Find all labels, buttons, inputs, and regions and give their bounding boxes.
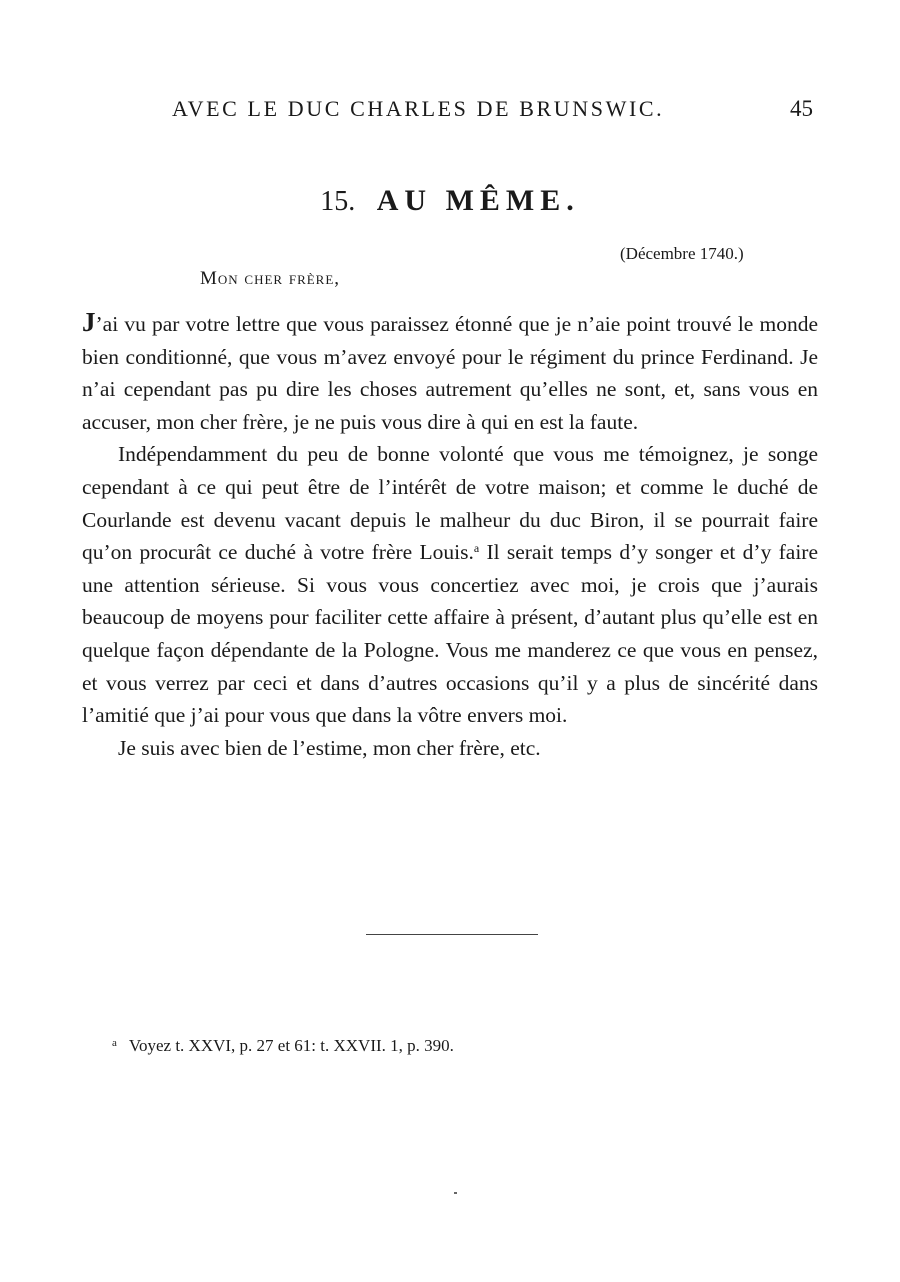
paragraph-2	[82, 438, 818, 731]
paragraph-2-text-a: Indépendamment du peu de bonne volonté que vous me témoignez, je songe cependant à ce qui peut être de l’intérêt de votre maison; et comme le duché de Courlande est devenu vacant depuis le malheur du duc Biron, il se pourrait faire qu’on procurât ce duché à votre frère Louis.	[82, 442, 818, 565]
page-number: 45	[790, 96, 813, 121]
footnote-text: Voyez t. XXVI, p. 27 et 61: t. XXVII. 1, p. 390.	[128, 1036, 454, 1055]
letter-body	[82, 306, 818, 764]
footnote-reference[interactable]: a	[473, 541, 480, 556]
paragraph-2-text-b: Il serait temps d’y songer et d’y faire une attention sérieuse. Si vous vous concertiez avec moi, je crois que j’aurais beaucoup de moyens pour faciliter cette affaire à présent, d’autant plus qu’elle est en quelque façon dépendante de la Pologne. Vous me manderez ce que vous en pensez, et vous verrez par ceci et dans d’autres occasions qu’il y a plus de sincérité dans l’amitié que j’ai pour vous que dans la vôtre envers moi.	[82, 540, 818, 728]
salutation: Mon cher frère,	[200, 268, 341, 289]
letter-number: 15.	[320, 186, 356, 217]
section-divider	[366, 934, 538, 935]
running-title: AVEC LE DUC CHARLES DE BRUNSWIC.	[172, 96, 665, 121]
footnote-mark: a	[112, 1037, 117, 1049]
paragraph-1-text: ’ai vu par votre lettre que vous paraissez étonné que je n’aie point trouvé le monde bien conditionné, que vous m’avez envoyé pour le régiment du prince Ferdinand. Je n’ai cependant pas pu dire les choses autrement qu’elles ne sont, et, sans vous en accuser, mon cher frère, je ne puis vous dire à qui en est la faute.	[82, 312, 818, 434]
paragraph-3-text: Je suis avec bien de l’estime, mon cher frère, etc.	[118, 735, 541, 760]
running-head	[0, 96, 900, 130]
footnote	[112, 1036, 454, 1056]
letter-date: (Décembre 1740.)	[620, 244, 744, 263]
print-speck	[454, 1192, 457, 1194]
paragraph-1	[82, 306, 818, 438]
letter-heading	[0, 184, 900, 218]
paragraph-3	[82, 732, 818, 765]
letter-title: AU MÊME.	[376, 184, 580, 217]
dropcap: J	[82, 307, 96, 337]
